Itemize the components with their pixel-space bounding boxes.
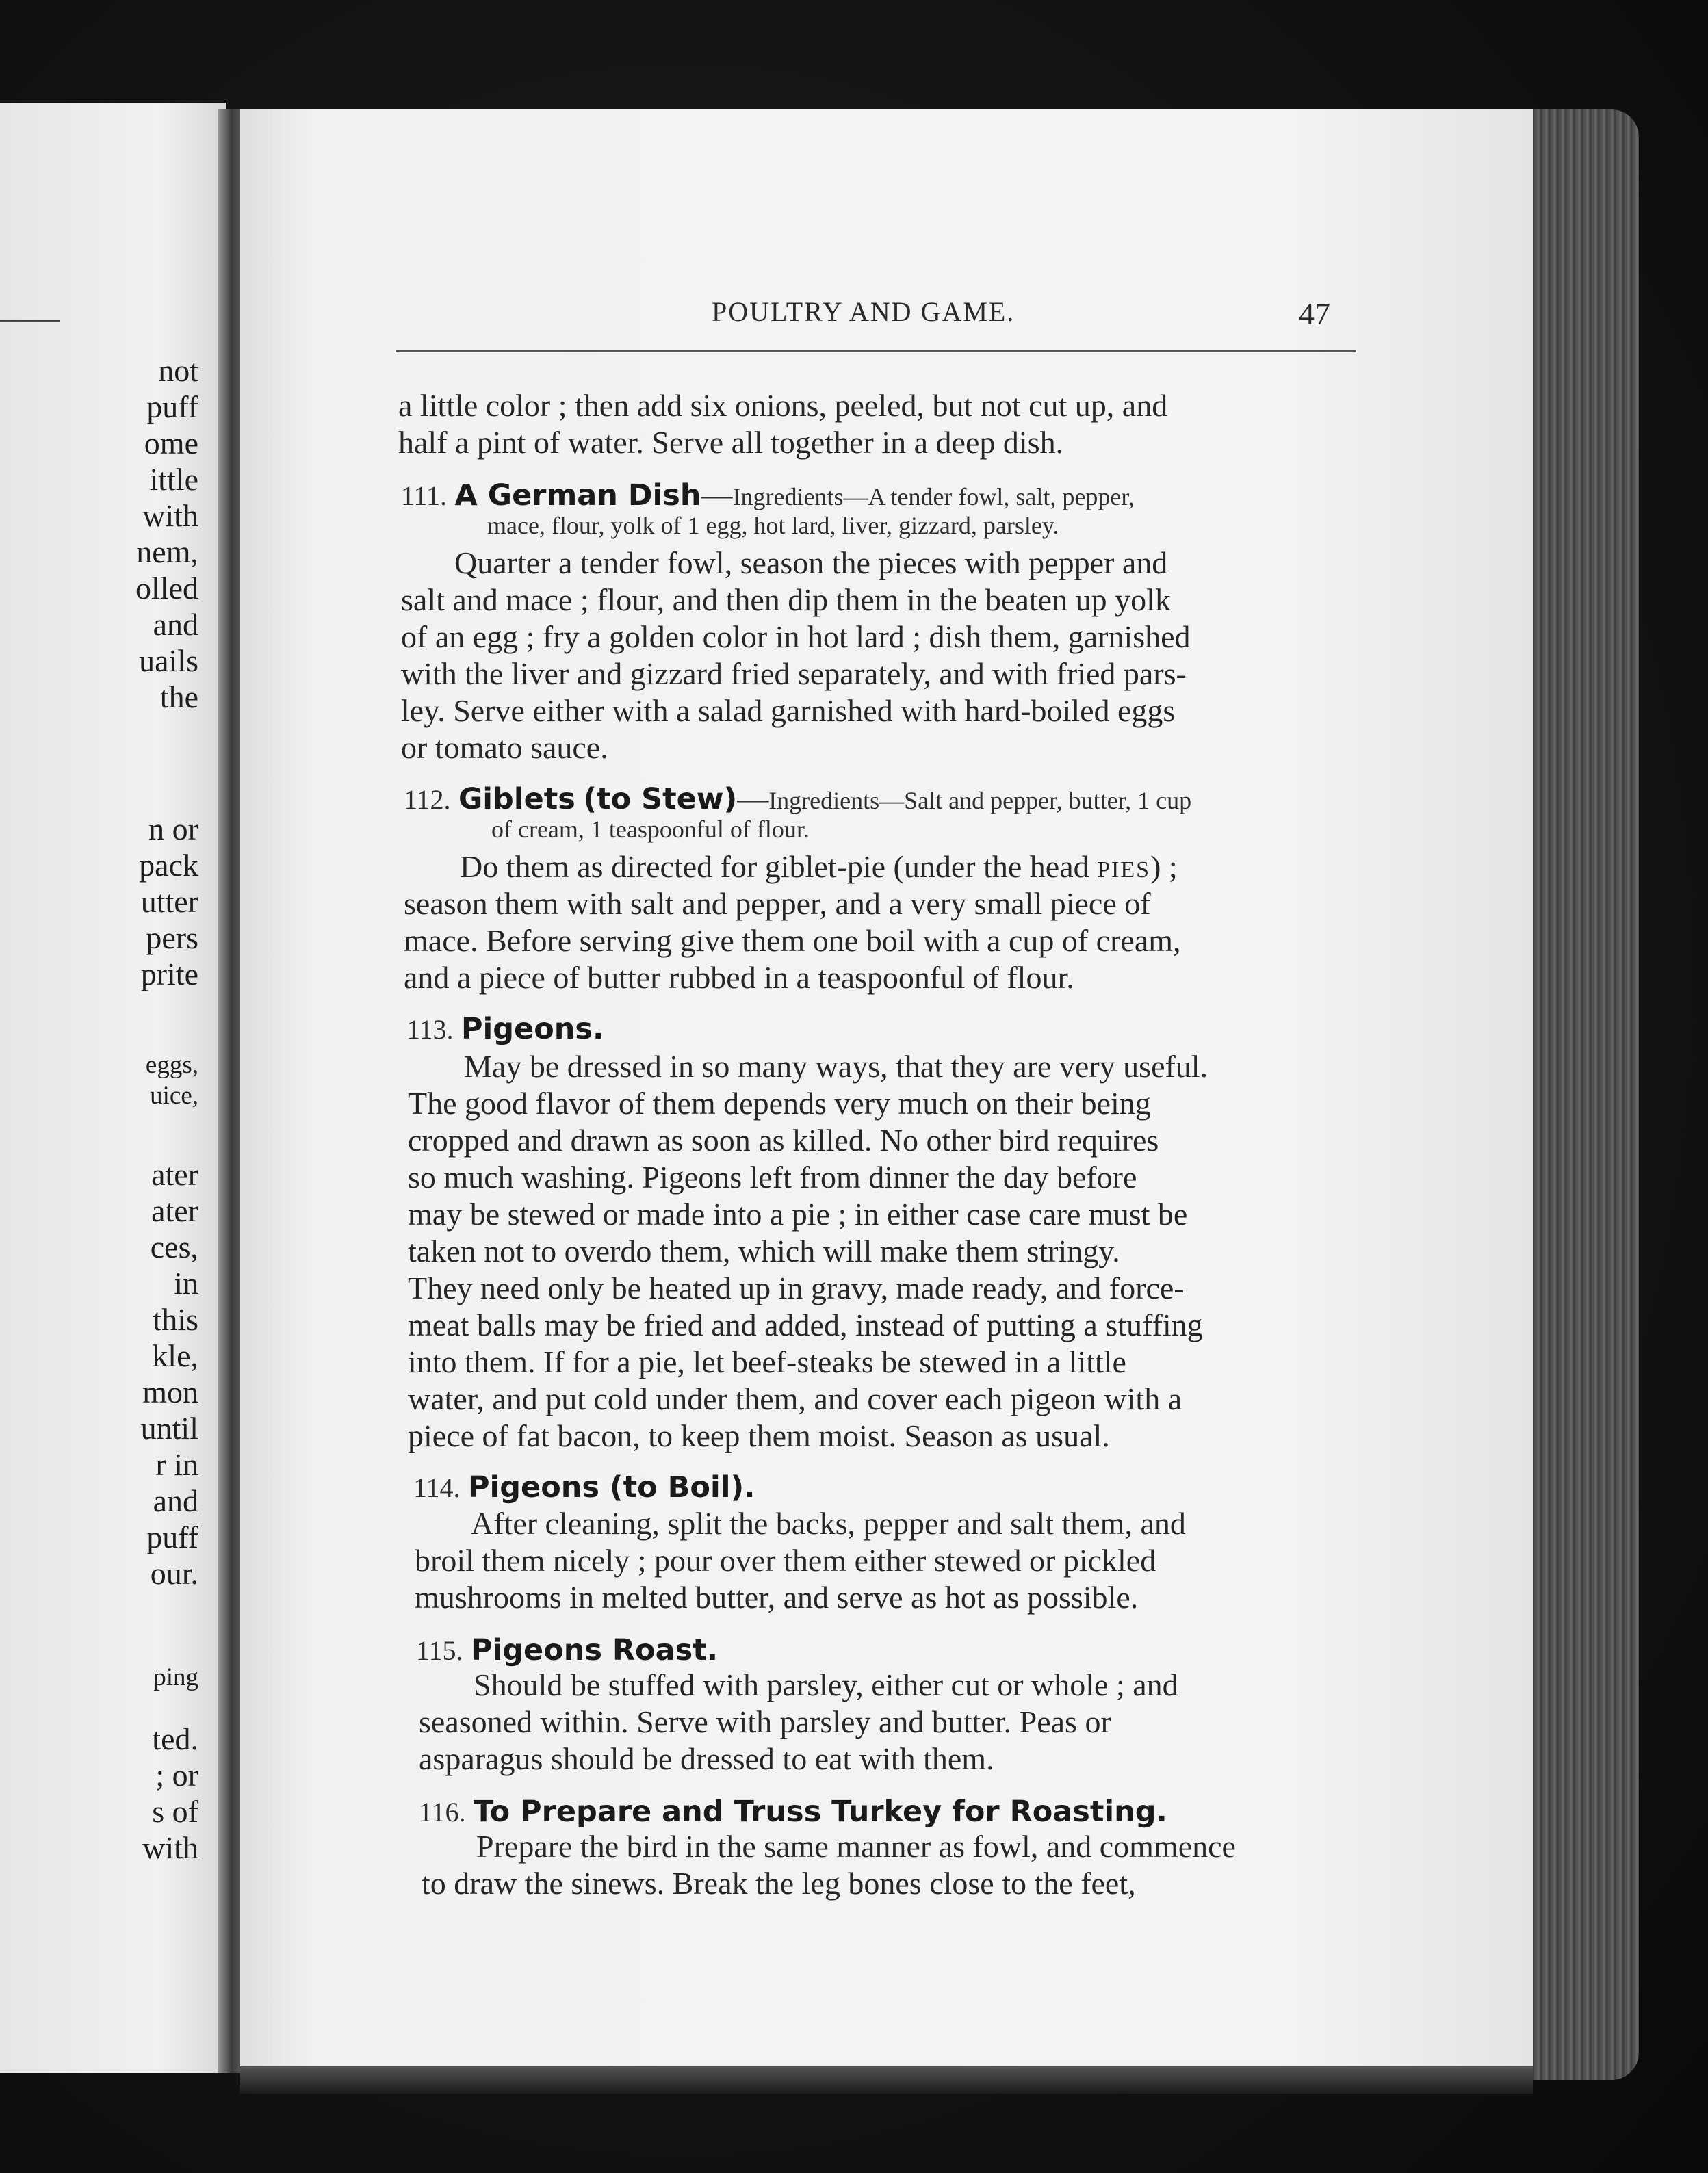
- facing-page-fragment: and: [153, 1483, 198, 1518]
- recipe-title-qualifier: (to Stew): [583, 782, 738, 816]
- running-head: POULTRY AND GAME.: [712, 296, 1015, 327]
- facing-page-fragment: our.: [150, 1556, 198, 1591]
- text-line: Quarter a tender fowl, season the pieces with pepper and: [454, 545, 1168, 580]
- recipe-title: Pigeons (to Boil).: [468, 1470, 755, 1505]
- text-line: May be dressed in so many ways, that they are very useful.: [464, 1049, 1208, 1084]
- recipe-title: To Prepare and Truss Turkey for Roasting.: [474, 1795, 1167, 1829]
- recipe-number: 112.: [404, 784, 451, 815]
- text-line: mace. Before serving give them one boil with a cup of cream,: [404, 923, 1181, 958]
- text-line: seasoned within. Serve with parsley and butter. Peas or: [419, 1704, 1111, 1739]
- ingredients-text: Ingredients—A tender fowl, salt, pepper,: [732, 483, 1135, 510]
- cross-reference: PIES: [1097, 857, 1151, 883]
- text-line: season them with salt and pepper, and a very small piece of: [404, 886, 1151, 921]
- text-line: taken not to overdo them, which will make them stringy.: [408, 1234, 1120, 1268]
- recipe-number: 116.: [419, 1797, 466, 1827]
- facing-page-fragment: not: [158, 353, 198, 388]
- facing-page-fragment: until: [140, 1411, 198, 1446]
- facing-page-fragment: utter: [140, 884, 198, 919]
- page-number: 47: [1299, 296, 1330, 331]
- facing-page-fragment: mon: [142, 1375, 198, 1409]
- book-page-edges: [1519, 109, 1639, 2080]
- facing-page-fragment: kle,: [152, 1338, 198, 1373]
- page-bottom-shadow: [240, 2066, 1533, 2094]
- facing-page-fragment: puff: [146, 1520, 198, 1554]
- facing-page-fragment: the: [159, 679, 198, 714]
- text-line: meat balls may be fried and added, instead of putting a stuffing: [408, 1307, 1203, 1342]
- text-line: piece of fat bacon, to keep them moist. Season as usual.: [408, 1418, 1110, 1453]
- recipe-number: 114.: [413, 1472, 461, 1503]
- text-line: and a piece of butter rubbed in a teaspoonful of flour.: [404, 960, 1074, 995]
- recipe-title: Giblets: [458, 782, 575, 816]
- facing-page-fragment: olled: [135, 571, 198, 606]
- text-span: Do them as directed for giblet-pie (under the head: [460, 849, 1098, 884]
- recipe-heading-111: 111. A German Dish—Ingredients—A tender fowl, salt, pepper,: [401, 477, 1135, 512]
- text-line: half a pint of water. Serve all together in a deep dish.: [398, 425, 1064, 460]
- recipe-number: 115.: [416, 1635, 463, 1666]
- text-line: with the liver and gizzard fried separately, and with fried pars-: [401, 656, 1187, 691]
- facing-page-fragment: nem,: [136, 534, 198, 569]
- facing-page-fragment: pack: [139, 848, 198, 883]
- facing-page-fragment: prite: [140, 957, 198, 991]
- text-line: They need only be heated up in gravy, made ready, and force-: [408, 1271, 1185, 1305]
- text-line: After cleaning, split the backs, pepper and salt them, and: [471, 1506, 1186, 1541]
- recipe-heading-112: 112. Giblets (to Stew)—Ingredients—Salt and pepper, butter, 1 cup: [404, 781, 1192, 816]
- text-line: broil them nicely ; pour over them either stewed or pickled: [415, 1543, 1156, 1578]
- text-line: water, and put cold under them, and cover each pigeon with a: [408, 1381, 1182, 1416]
- facing-page-fragment: ping: [153, 1663, 198, 1691]
- facing-page-fragment: s of: [152, 1794, 198, 1829]
- recipe-heading-115: [416, 1631, 718, 1669]
- text-line: salt and mace ; flour, and then dip them in the beaten up yolk: [401, 582, 1171, 617]
- facing-page-fragment: puff: [146, 389, 198, 424]
- facing-page-fragment: ; or: [155, 1758, 198, 1793]
- text-line: cropped and drawn as soon as killed. No other bird requires: [408, 1123, 1159, 1158]
- text-line: or tomato sauce.: [401, 730, 608, 765]
- ingredients-text: mace, flour, yolk of 1 egg, hot lard, liver, gizzard, parsley.: [487, 512, 1059, 539]
- text-span: ) ;: [1150, 849, 1178, 884]
- facing-page-fragment: and: [153, 607, 198, 642]
- facing-page-fragment: ome: [144, 426, 198, 460]
- facing-page-fragment: ittle: [149, 462, 198, 497]
- header-rule: [396, 350, 1356, 352]
- facing-page-fragment: with: [142, 498, 198, 533]
- text-line: Prepare the bird in the same manner as fowl, and commence: [476, 1829, 1236, 1864]
- facing-page-fragment: with: [142, 1830, 198, 1865]
- recipe-heading-116: [419, 1793, 1167, 1830]
- text-line: ley. Serve either with a salad garnished with hard-boiled eggs: [401, 693, 1176, 728]
- facing-page-fragment: this: [153, 1302, 198, 1337]
- facing-page-fragment: ted.: [152, 1721, 198, 1756]
- facing-page-fragment: r in: [155, 1447, 198, 1482]
- recipe-title: Pigeons.: [461, 1012, 604, 1046]
- facing-page: [0, 103, 226, 2073]
- facing-page-fragment: ater: [151, 1193, 198, 1228]
- facing-page-rule: [0, 320, 60, 322]
- text-line: of an egg ; fry a golden color in hot lard ; dish them, garnished: [401, 619, 1191, 654]
- facing-page-fragment: ces,: [150, 1229, 198, 1264]
- recipe-number: 111.: [401, 480, 448, 511]
- text-line: may be stewed or made into a pie ; in either case care must be: [408, 1197, 1188, 1232]
- ingredients-text: Ingredients—Salt and pepper, butter, 1 cup: [768, 787, 1192, 814]
- ingredients-text: of cream, 1 teaspoonful of flour.: [491, 816, 810, 843]
- recipe-heading-113: [406, 1010, 604, 1048]
- facing-page-fragment: uice,: [150, 1082, 198, 1110]
- facing-page-fragment: ater: [151, 1157, 198, 1192]
- recipe-heading-114: [413, 1468, 755, 1506]
- text-line: mushrooms in melted butter, and serve as hot as possible.: [415, 1580, 1139, 1615]
- text-line: a little color ; then add six onions, peeled, but not cut up, and: [398, 388, 1168, 423]
- facing-page-fragment: in: [174, 1266, 198, 1301]
- recipe-number: 113.: [406, 1014, 454, 1045]
- facing-page-fragment: uails: [139, 643, 198, 678]
- facing-page-fragment: eggs,: [145, 1051, 198, 1079]
- text-line: Should be stuffed with parsley, either cut or whole ; and: [474, 1667, 1178, 1702]
- recipe-title: A German Dish: [454, 478, 701, 512]
- text-line: [460, 848, 1178, 888]
- text-line: so much washing. Pigeons left from dinner the day before: [408, 1160, 1137, 1195]
- facing-page-fragment: pers: [146, 920, 198, 955]
- text-line: into them. If for a pie, let beef-steaks be stewed in a little: [408, 1344, 1126, 1379]
- recipe-title: Pigeons Roast.: [471, 1633, 719, 1667]
- text-line: The good flavor of them depends very much on their being: [408, 1086, 1151, 1121]
- facing-page-fragment: n or: [148, 811, 198, 846]
- text-line: asparagus should be dressed to eat with them.: [419, 1741, 994, 1776]
- text-line: to draw the sinews. Break the leg bones close to the feet,: [422, 1866, 1136, 1901]
